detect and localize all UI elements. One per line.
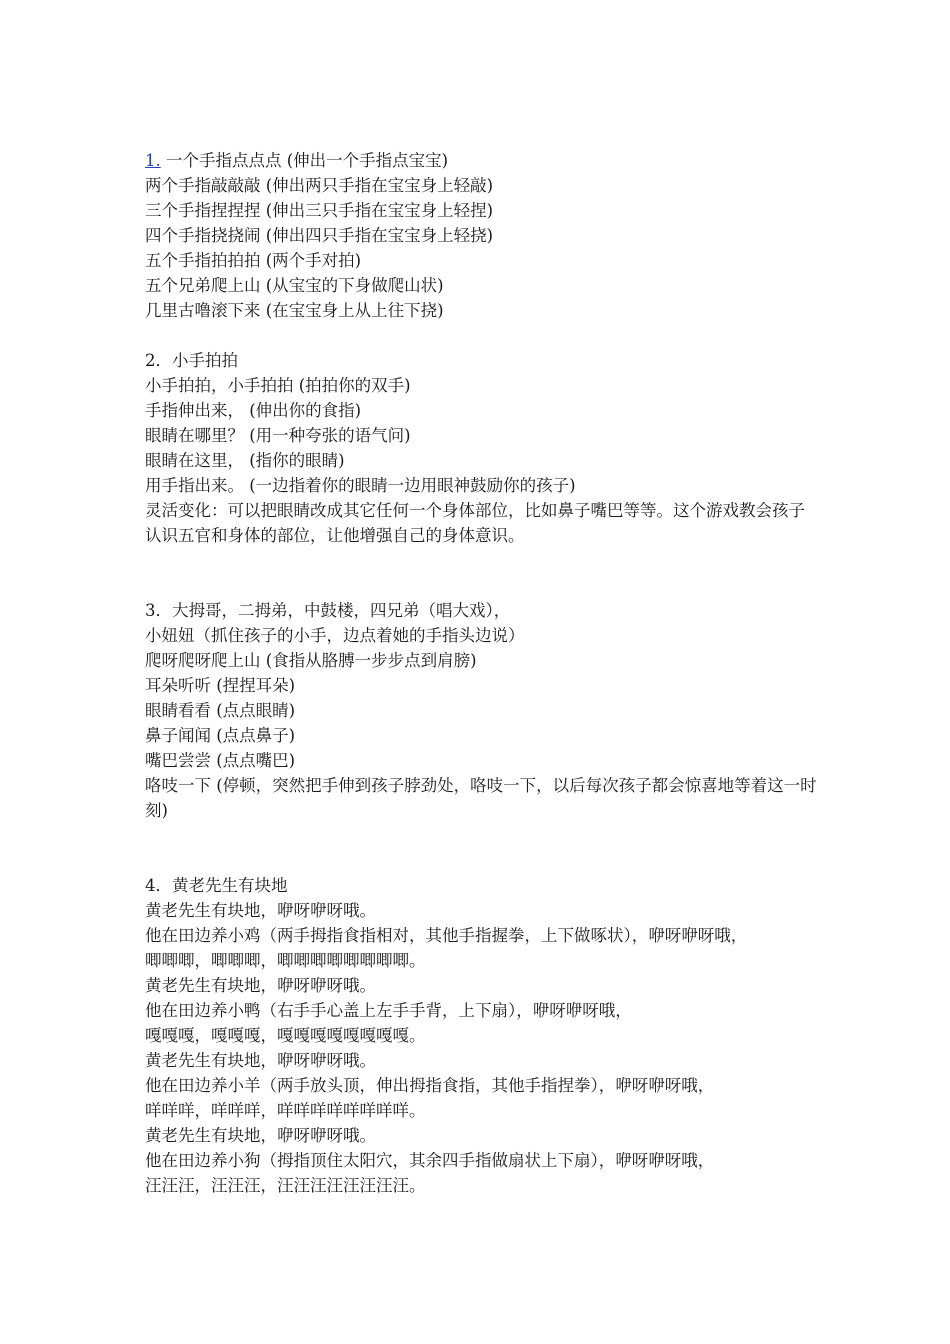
section-3-heading: 3．大拇哥，二拇弟，中鼓楼，四兄弟（唱大戏）， [145, 601, 511, 620]
section-4-line-5: 他在田边养小鸭（右手手心盖上左手手背，上下扇），咿呀咿呀哦， [145, 1001, 632, 1020]
section-4-line-8: 他在田边养小羊（两手放头顶，伸出拇指食指，其他手指捏拳），咿呀咿呀哦， [145, 1076, 715, 1095]
section-4-heading: 4．黄老先生有块地 [145, 876, 288, 895]
section-4-line-1: 黄老先生有块地，咿呀咿呀哦。 [145, 901, 376, 920]
section-2-line-2: 手指伸出来， (伸出你的食指) [145, 401, 362, 420]
section-1-line-6: 五个兄弟爬上山 (从宝宝的下身做爬山状) [145, 276, 444, 295]
section-3-line-3: 耳朵听听 (捏捏耳朵) [145, 676, 296, 695]
section-1-line-1-text: 一个手指点点点 (伸出一个手指点宝宝) [166, 151, 449, 170]
section-3-line-7: 咯吱一下 (停顿，突然把手伸到孩子脖劲处，咯吱一下，以后每次孩子都会惊喜地等着这一时刻) [145, 776, 817, 820]
section-4-line-9: 咩咩咩，咩咩咩，咩咩咩咩咩咩咩咩。 [145, 1101, 426, 1120]
section-4-line-12: 汪汪汪，汪汪汪，汪汪汪汪汪汪汪汪。 [145, 1176, 426, 1195]
section-2-heading: 2．小手拍拍 [145, 351, 238, 370]
section-3-line-4: 眼睛看看 (点点眼睛) [145, 701, 296, 720]
section-4-line-2: 他在田边养小鸡（两手拇指食指相对，其他手指握拳，上下做啄状），咿呀咿呀哦， [145, 926, 748, 945]
section-2-line-3: 眼睛在哪里？ (用一种夸张的语气问) [145, 426, 411, 445]
spacer [145, 548, 820, 598]
section-1-line-2: 两个手指敲敲敲 (伸出两只手指在宝宝身上轻敲) [145, 176, 494, 195]
section-2-line-1: 小手拍拍，小手拍拍 (拍拍你的双手) [145, 376, 411, 395]
section-2-line-4: 眼睛在这里， (指你的眼睛) [145, 451, 345, 470]
section-4-line-11: 他在田边养小狗（拇指顶住太阳穴，其余四手指做扇状上下扇），咿呀咿呀哦， [145, 1151, 715, 1170]
section-4-line-10: 黄老先生有块地，咿呀咿呀哦。 [145, 1126, 376, 1145]
section-1-line-1 [145, 148, 820, 173]
section-4-line-4: 黄老先生有块地，咿呀咿呀哦。 [145, 976, 376, 995]
section-3-line-6: 嘴巴尝尝 (点点嘴巴) [145, 751, 296, 770]
section-1-line-5: 五个手指拍拍拍 (两个手对拍) [145, 251, 362, 270]
section-2-line-5: 用手指出来。 (一边指着你的眼睛一边用眼神鼓励你的孩子) [145, 476, 576, 495]
section-3-line-2: 爬呀爬呀爬上山 (食指从胳膊一步步点到肩膀) [145, 651, 477, 670]
spacer [145, 823, 820, 873]
section-1-line-4: 四个手指挠挠闹 (伸出四只手指在宝宝身上轻挠) [145, 226, 494, 245]
section-2-note: 灵活变化：可以把眼睛改成其它任何一个身体部位，比如鼻子嘴巴等等。这个游戏教会孩子认识五官和身体的部位，让他增强自己的身体意识。 [145, 501, 805, 545]
section-4-line-7: 黄老先生有块地，咿呀咿呀哦。 [145, 1051, 376, 1070]
section-4-line-6: 嘎嘎嘎，嘎嘎嘎，嘎嘎嘎嘎嘎嘎嘎嘎。 [145, 1026, 426, 1045]
section-4-line-3: 唧唧唧，唧唧唧，唧唧唧唧唧唧唧唧。 [145, 951, 426, 970]
section-1-line-7: 几里古噜滚下来 (在宝宝身上从上往下挠) [145, 301, 444, 320]
section-1-line-3: 三个手指捏捏捏 (伸出三只手指在宝宝身上轻捏) [145, 201, 494, 220]
document-body [145, 148, 820, 1198]
spacer [145, 323, 820, 348]
section-1-number-link[interactable]: 1. [145, 151, 161, 170]
section-3-line-5: 鼻子闻闻 (点点鼻子) [145, 726, 296, 745]
section-3-line-1: 小妞妞（抓住孩子的小手，边点着她的手指头边说） [145, 626, 525, 645]
